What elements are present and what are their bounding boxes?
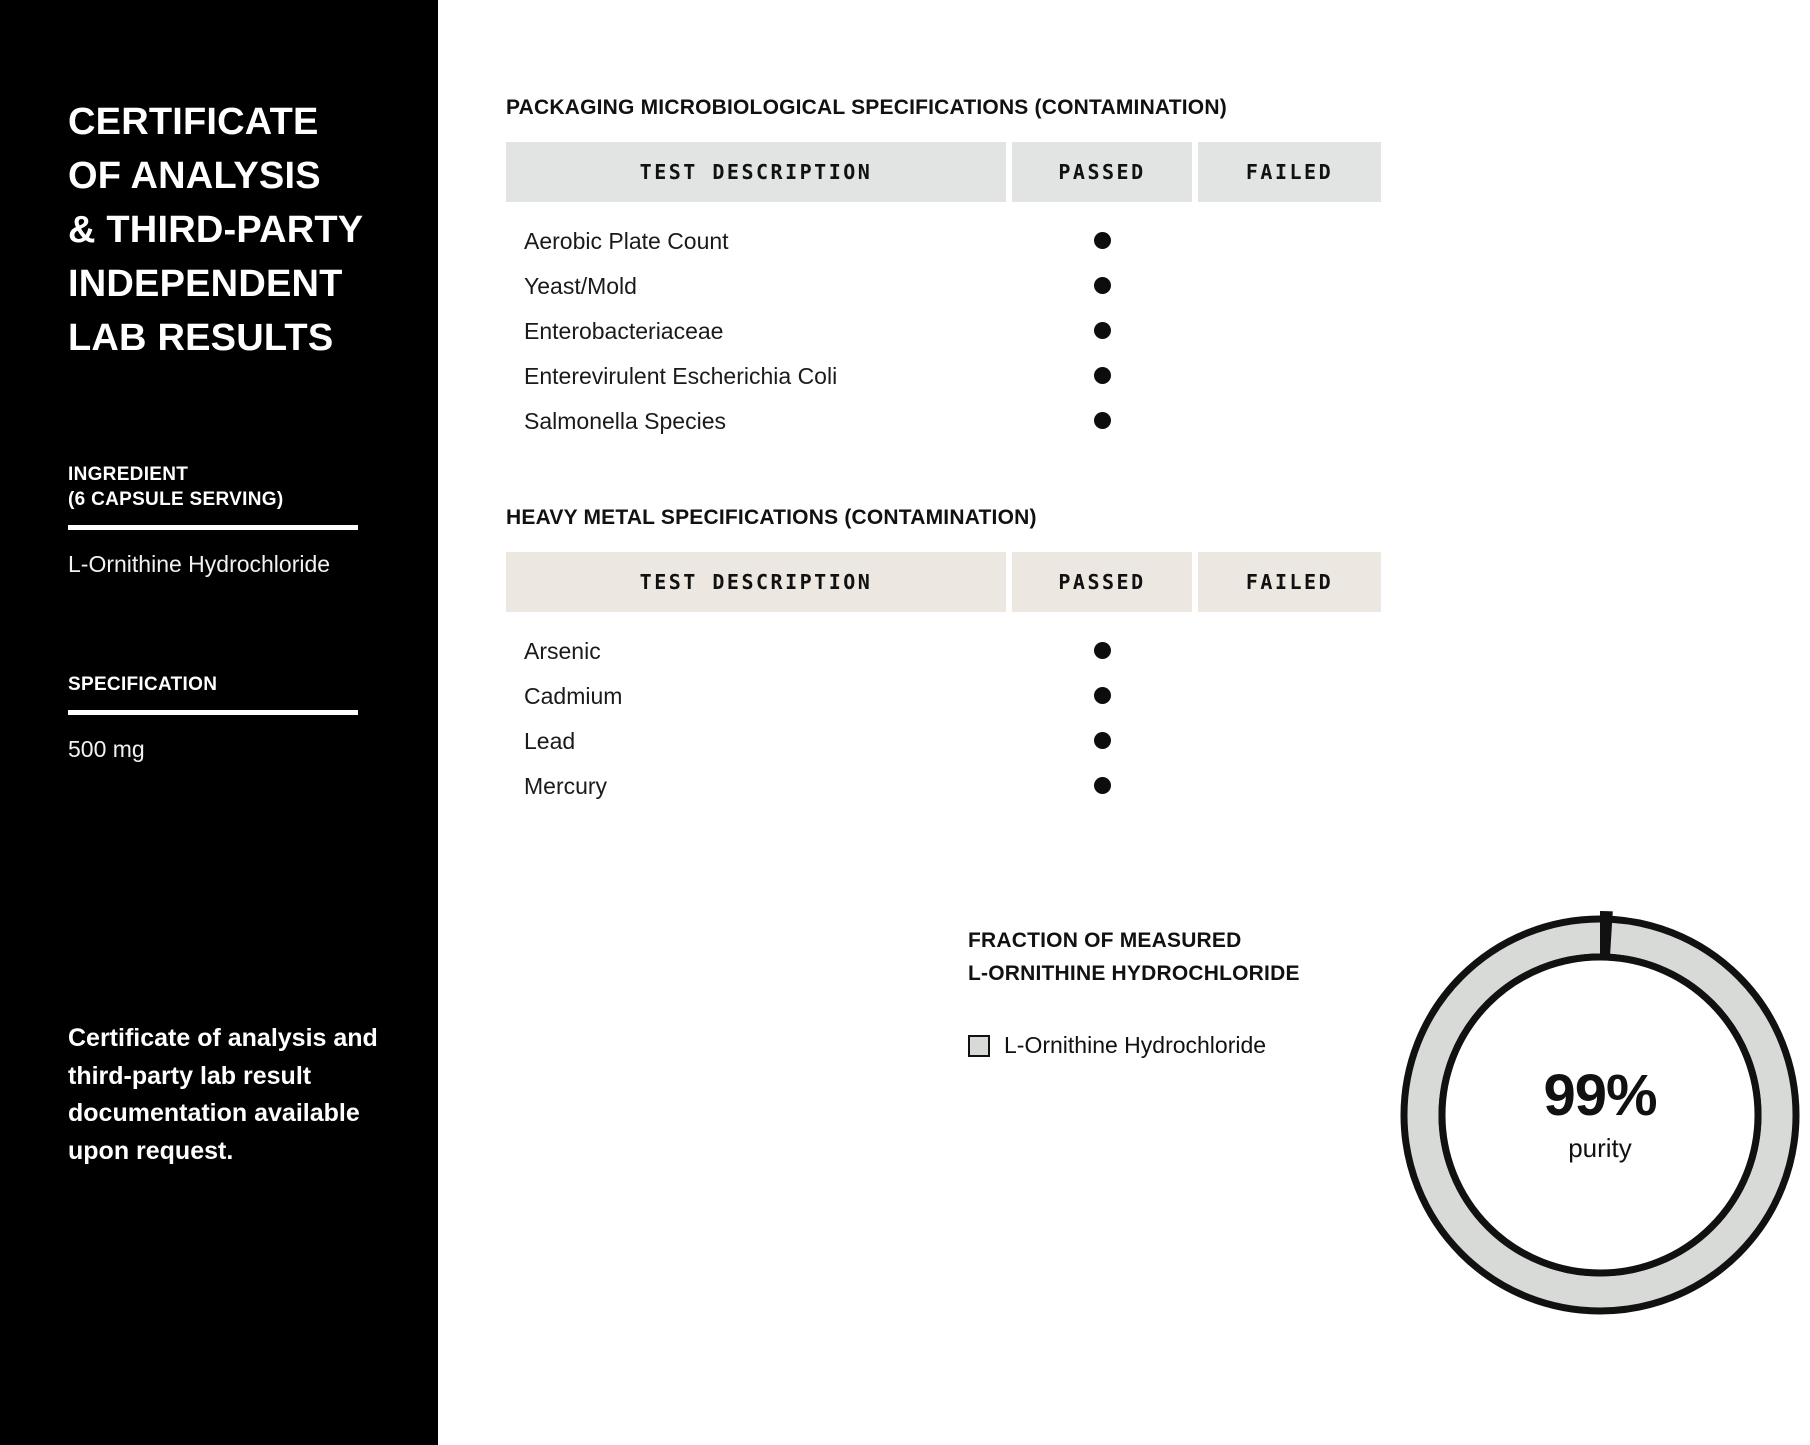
passed-mark: [1009, 264, 1195, 309]
page-title: [68, 96, 370, 366]
passed-dot-icon: [1094, 232, 1111, 249]
failed-mark: [1195, 202, 1381, 264]
chart-legend: [968, 1032, 1300, 1059]
table-header-row: [506, 552, 1381, 612]
legend-label: L-Ornithine Hydrochloride: [1004, 1032, 1267, 1059]
passed-dot-icon: [1094, 277, 1111, 294]
table-row: [506, 354, 1381, 399]
column-header-test-description: TEST DESCRIPTION: [506, 552, 1009, 612]
column-header-passed: PASSED: [1009, 142, 1195, 202]
passed-dot-icon: [1094, 777, 1111, 794]
specification-value: 500 mg: [68, 735, 145, 762]
specification-section: [68, 672, 370, 765]
ingredient-label-line-1: INGREDIENT: [68, 463, 189, 485]
test-description: Lead: [524, 728, 576, 754]
specification-label: SPECIFICATION: [68, 673, 218, 695]
heavy-metal-section: [506, 506, 1381, 809]
ingredient-value: L-Ornithine Hydrochloride: [68, 551, 331, 578]
passed-dot-icon: [1094, 412, 1111, 429]
passed-dot-icon: [1094, 642, 1111, 659]
passed-mark: [1009, 354, 1195, 399]
microbiological-table-body: [506, 202, 1381, 444]
page-title-line-1: CERTIFICATE: [68, 101, 319, 143]
donut-chart-svg: [1390, 905, 1810, 1325]
heavy-metal-table-header: [506, 552, 1381, 612]
passed-mark: [1009, 612, 1195, 674]
fraction-title-line-2: L-ORNITHINE HYDROCHLORIDE: [968, 961, 1300, 985]
ingredient-label: [68, 462, 370, 513]
table-row: [506, 764, 1381, 809]
page-title-line-3: & THIRD-PARTY: [68, 208, 364, 251]
test-description: Yeast/Mold: [524, 273, 637, 299]
column-header-failed: FAILED: [1195, 142, 1381, 202]
passed-dot-icon: [1094, 732, 1111, 749]
table-row: [506, 612, 1381, 674]
failed-mark: [1195, 264, 1381, 309]
passed-mark: [1009, 764, 1195, 809]
microbiological-section-title: PACKAGING MICROBIOLOGICAL SPECIFICATIONS (CONTAMINATION): [506, 96, 1227, 119]
passed-mark: [1009, 674, 1195, 719]
purity-donut-chart: [1390, 905, 1810, 1325]
donut-value: 99%: [1543, 1062, 1657, 1128]
legend-swatch-icon: [968, 1035, 990, 1057]
microbiological-section: [506, 96, 1381, 444]
passed-mark: [1009, 202, 1195, 264]
heavy-metal-table-body: [506, 612, 1381, 809]
passed-dot-icon: [1094, 322, 1111, 339]
donut-caption: purity: [1568, 1132, 1632, 1163]
passed-mark: [1009, 399, 1195, 444]
test-description: Enterobacteriaceae: [524, 318, 724, 344]
page-title-line-5: LAB RESULTS: [68, 316, 334, 359]
passed-dot-icon: [1094, 687, 1111, 704]
main-content: [438, 0, 1657, 1445]
test-description: Cadmium: [524, 683, 623, 709]
failed-mark: [1195, 309, 1381, 354]
table-row: [506, 309, 1381, 354]
sidebar-footnote: Certificate of analysis and third-party lab result documentation available upon request.: [68, 1024, 378, 1165]
ingredient-divider: [68, 525, 358, 530]
table-row: [506, 719, 1381, 764]
sidebar: [0, 0, 438, 1445]
failed-mark: [1195, 354, 1381, 399]
test-description: Enterevirulent Escherichia Coli: [524, 363, 838, 389]
table-row: [506, 264, 1381, 309]
passed-mark: [1009, 719, 1195, 764]
failed-mark: [1195, 719, 1381, 764]
fraction-section: [968, 925, 1300, 1059]
ingredient-section: [68, 462, 370, 580]
column-header-passed: PASSED: [1009, 552, 1195, 612]
failed-mark: [1195, 674, 1381, 719]
test-description: Arsenic: [524, 638, 601, 664]
page-title-line-2: OF ANALYSIS: [68, 154, 321, 197]
microbiological-table: [506, 142, 1381, 444]
fraction-section-title: [968, 925, 1300, 990]
table-header-row: [506, 142, 1381, 202]
failed-mark: [1195, 399, 1381, 444]
ingredient-label-line-2: (6 CAPSULE SERVING): [68, 489, 284, 511]
passed-mark: [1009, 309, 1195, 354]
fraction-title-line-1: FRACTION OF MEASURED: [968, 929, 1242, 952]
column-header-test-description: TEST DESCRIPTION: [506, 142, 1009, 202]
test-description: Aerobic Plate Count: [524, 228, 729, 254]
test-description: Salmonella Species: [524, 408, 727, 434]
table-row: [506, 202, 1381, 264]
specification-divider: [68, 710, 358, 715]
column-header-failed: FAILED: [1195, 552, 1381, 612]
heavy-metal-section-title: HEAVY METAL SPECIFICATIONS (CONTAMINATION): [506, 506, 1037, 529]
passed-dot-icon: [1094, 367, 1111, 384]
test-description: Mercury: [524, 773, 608, 799]
failed-mark: [1195, 612, 1381, 674]
donut-inner-mask: [1442, 957, 1758, 1273]
failed-mark: [1195, 764, 1381, 809]
table-row: [506, 399, 1381, 444]
heavy-metal-table: [506, 552, 1381, 809]
page-title-line-4: INDEPENDENT: [68, 262, 343, 305]
microbiological-table-header: [506, 142, 1381, 202]
table-row: [506, 674, 1381, 719]
